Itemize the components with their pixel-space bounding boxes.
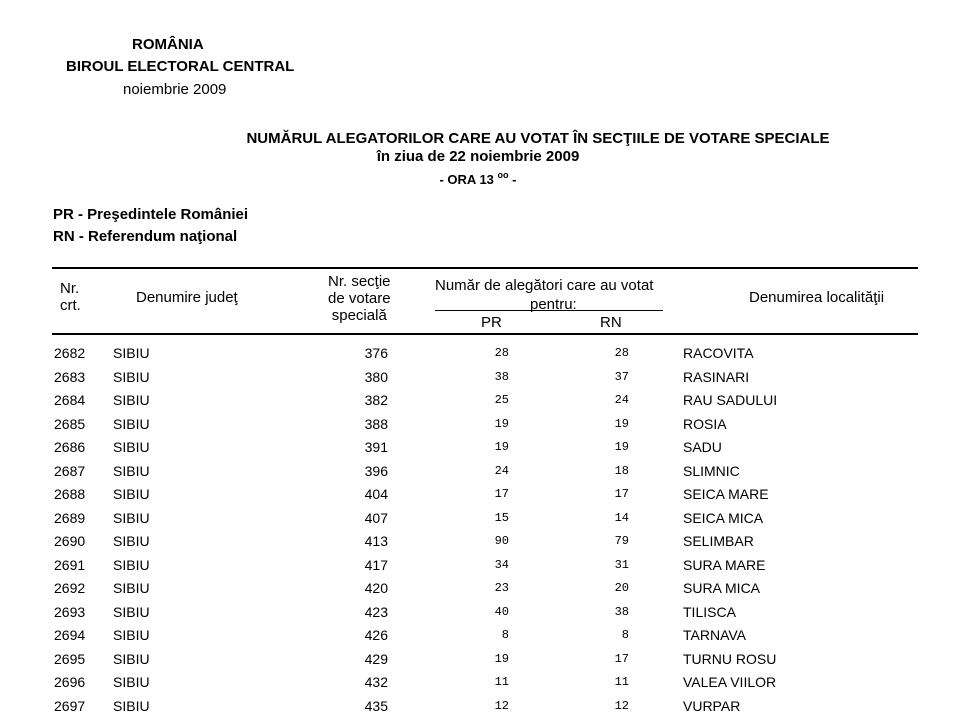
row-judet: SIBIU (113, 510, 150, 526)
header-localitate: Denumirea localităţii (749, 289, 884, 306)
table-row (0, 698, 973, 721)
header-nr-crt (60, 280, 81, 314)
row-nr: 2686 (54, 439, 85, 455)
row-rn-votes: 11 (580, 675, 629, 689)
row-localitate: TURNU ROSU (683, 651, 776, 667)
row-rn-votes: 17 (580, 487, 629, 501)
country-name: ROMÂNIA (132, 36, 204, 53)
row-sectie: 391 (340, 439, 388, 455)
document-title: NUMĂRUL ALEGATORILOR CARE AU VOTAT ÎN SECŢIILE DE VOTARE SPECIALE (0, 130, 973, 147)
row-nr: 2687 (54, 463, 85, 479)
row-rn-votes: 19 (580, 417, 629, 431)
report-time-prefix: - ORA 13 (439, 172, 493, 187)
row-rn-votes: 24 (580, 393, 629, 407)
row-rn-votes: 17 (580, 652, 629, 666)
table-top-rule (52, 267, 918, 269)
row-nr: 2684 (54, 392, 85, 408)
report-time-superscript: oo (498, 170, 509, 180)
header-judet: Denumire judeţ (136, 289, 238, 306)
row-sectie: 417 (340, 557, 388, 573)
row-pr-votes: 23 (460, 581, 509, 595)
row-nr: 2691 (54, 557, 85, 573)
table-row (0, 463, 973, 487)
table-row (0, 627, 973, 651)
document-date: noiembrie 2009 (123, 81, 226, 98)
row-judet: SIBIU (113, 627, 150, 643)
row-rn-votes: 20 (580, 581, 629, 595)
row-localitate: ROSIA (683, 416, 727, 432)
table-row (0, 392, 973, 416)
row-nr: 2695 (54, 651, 85, 667)
row-pr-votes: 38 (460, 370, 509, 384)
row-pr-votes: 8 (460, 628, 509, 642)
row-judet: SIBIU (113, 369, 150, 385)
report-time-suffix: - (512, 172, 516, 187)
table-row (0, 533, 973, 557)
header-sectie-line1: Nr. secţie (328, 273, 391, 290)
table-row (0, 674, 973, 698)
row-rn-votes: 28 (580, 346, 629, 360)
table-header-bottom-rule (52, 333, 918, 335)
row-localitate: SURA MARE (683, 557, 765, 573)
header-sectie (328, 273, 391, 324)
row-pr-votes: 17 (460, 487, 509, 501)
row-pr-votes: 19 (460, 440, 509, 454)
row-rn-votes: 14 (580, 511, 629, 525)
legend-rn: RN - Referendum naţional (53, 228, 237, 245)
row-nr: 2688 (54, 486, 85, 502)
row-nr: 2690 (54, 533, 85, 549)
row-sectie: 380 (340, 369, 388, 385)
row-sectie: 423 (340, 604, 388, 620)
table-row (0, 439, 973, 463)
row-sectie: 413 (340, 533, 388, 549)
header-numar-line1: Număr de alegători care au votat (435, 277, 675, 294)
row-rn-votes: 18 (580, 464, 629, 478)
row-rn-votes: 8 (580, 628, 629, 642)
row-localitate: SURA MICA (683, 580, 760, 596)
row-sectie: 420 (340, 580, 388, 596)
row-localitate: TILISCA (683, 604, 736, 620)
row-sectie: 404 (340, 486, 388, 502)
row-sectie: 407 (340, 510, 388, 526)
row-rn-votes: 37 (580, 370, 629, 384)
row-pr-votes: 34 (460, 558, 509, 572)
row-judet: SIBIU (113, 557, 150, 573)
row-pr-votes: 25 (460, 393, 509, 407)
row-nr: 2697 (54, 698, 85, 714)
row-pr-votes: 28 (460, 346, 509, 360)
header-sectie-line2: de votare (328, 290, 391, 307)
header-pr: PR (481, 314, 502, 331)
row-localitate: RAU SADULUI (683, 392, 777, 408)
institution-name: BIROUL ELECTORAL CENTRAL (66, 58, 294, 75)
row-judet: SIBIU (113, 345, 150, 361)
row-rn-votes: 12 (580, 699, 629, 713)
row-localitate: VALEA VIILOR (683, 674, 776, 690)
row-judet: SIBIU (113, 674, 150, 690)
row-nr: 2685 (54, 416, 85, 432)
header-rn: RN (600, 314, 622, 331)
row-sectie: 382 (340, 392, 388, 408)
row-localitate: RASINARI (683, 369, 749, 385)
row-sectie: 429 (340, 651, 388, 667)
row-pr-votes: 40 (460, 605, 509, 619)
table-row (0, 580, 973, 604)
row-localitate: TARNAVA (683, 627, 746, 643)
row-sectie: 376 (340, 345, 388, 361)
report-time (0, 170, 956, 187)
table-row (0, 345, 973, 369)
table-row (0, 557, 973, 581)
table-row (0, 369, 973, 393)
row-pr-votes: 90 (460, 534, 509, 548)
row-nr: 2693 (54, 604, 85, 620)
row-pr-votes: 19 (460, 652, 509, 666)
table-row (0, 510, 973, 534)
row-sectie: 432 (340, 674, 388, 690)
row-judet: SIBIU (113, 416, 150, 432)
row-pr-votes: 24 (460, 464, 509, 478)
row-judet: SIBIU (113, 651, 150, 667)
row-judet: SIBIU (113, 580, 150, 596)
table-row (0, 486, 973, 510)
row-localitate: SEICA MARE (683, 486, 769, 502)
row-localitate: RACOVITA (683, 345, 754, 361)
row-localitate: SEICA MICA (683, 510, 763, 526)
row-pr-votes: 12 (460, 699, 509, 713)
row-rn-votes: 79 (580, 534, 629, 548)
row-judet: SIBIU (113, 533, 150, 549)
row-judet: SIBIU (113, 463, 150, 479)
row-pr-votes: 19 (460, 417, 509, 431)
row-pr-votes: 11 (460, 675, 509, 689)
row-nr: 2692 (54, 580, 85, 596)
row-nr: 2696 (54, 674, 85, 690)
row-judet: SIBIU (113, 486, 150, 502)
document-subtitle: în ziua de 22 noiembrie 2009 (0, 148, 956, 165)
legend-pr: PR - Preşedintele României (53, 206, 248, 223)
row-judet: SIBIU (113, 392, 150, 408)
header-nr-line1: Nr. (60, 280, 81, 297)
row-rn-votes: 38 (580, 605, 629, 619)
row-sectie: 388 (340, 416, 388, 432)
table-row (0, 416, 973, 440)
row-judet: SIBIU (113, 698, 150, 714)
row-sectie: 435 (340, 698, 388, 714)
row-sectie: 426 (340, 627, 388, 643)
row-localitate: SELIMBAR (683, 533, 754, 549)
row-pr-votes: 15 (460, 511, 509, 525)
row-judet: SIBIU (113, 604, 150, 620)
row-localitate: SADU (683, 439, 722, 455)
row-judet: SIBIU (113, 439, 150, 455)
header-nr-line2: crt. (60, 297, 81, 314)
row-nr: 2682 (54, 345, 85, 361)
row-localitate: SLIMNIC (683, 463, 740, 479)
row-rn-votes: 31 (580, 558, 629, 572)
row-sectie: 396 (340, 463, 388, 479)
row-rn-votes: 19 (580, 440, 629, 454)
row-nr: 2683 (54, 369, 85, 385)
row-nr: 2689 (54, 510, 85, 526)
header-numar-line2: pentru: (530, 296, 577, 313)
header-sectie-line3: specială (328, 307, 391, 324)
row-localitate: VURPAR (683, 698, 740, 714)
table-row (0, 651, 973, 675)
table-row (0, 604, 973, 628)
row-nr: 2694 (54, 627, 85, 643)
